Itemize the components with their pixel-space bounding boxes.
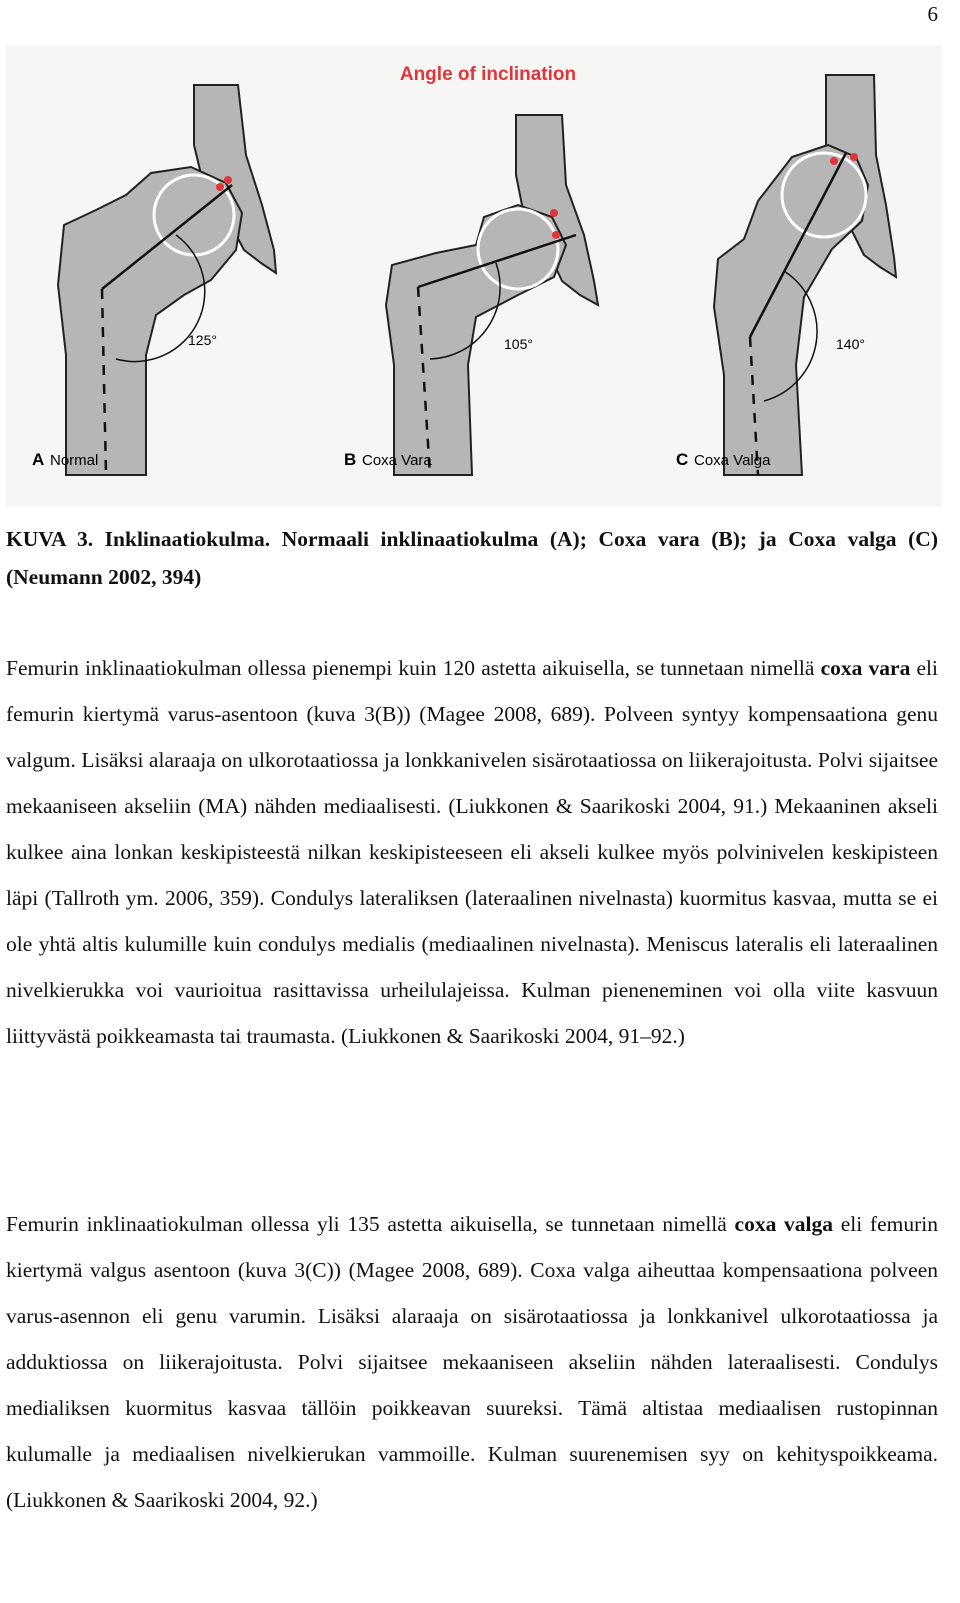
angle-a: 125° [188, 332, 217, 348]
angle-c: 140° [836, 336, 865, 352]
paragraph-text: eli femurin kiertymä varus-asentoon (kuva 3(B)) (Magee 2008, 689). Polveen syntyy kompensaationa genu valgum. Lisäksi alaraaja on ulkorotaatiossa ja lonkkanivelen sisärotaatiossa on liikerajoitusta. Polvi sijaitsee mekaaniseen akseliin (MA) nähden mediaalisesti. (Liukkonen & Saarikoski 2004, 91.) Mekaaninen akseli kulkee aina lonkan keskipisteestä nilkan keskipisteeseen eli akseli kulkee myös polvinivelen keskipisteen läpi (Tallroth ym. 2006, 359). Condulys lateraliksen (lateraalinen nivelnasta) kuormitus kasvaa, mutta se ei ole yhtä altis kulumille kuin condulys medialis (mediaalinen nivelnasta). Meniscus lateralis eli lateraalinen nivelkierukka voi vaurioitua rasittavissa urheilulajeissa. Kulman pieneneminen voi olla viite kasvuun liittyvästä poikkeamasta tai traumasta. (Liukkonen & Saarikoski 2004, 91–92.) [6, 656, 939, 1048]
panel-b-femur [344, 115, 598, 475]
angle-b: 105° [504, 336, 533, 352]
femur-a [58, 167, 242, 475]
panel-c-femur [676, 75, 896, 475]
letter-a: A [32, 450, 45, 469]
letter-c: C [676, 450, 689, 469]
letter-b: B [344, 450, 357, 469]
paragraph-text: Femurin inklinaatiokulman ollessa pienempi kuin 120 astetta aikuisella, se tunnetaan nimellä [6, 656, 821, 680]
paragraph-coxa-vara [6, 645, 938, 1059]
figure-caption: KUVA 3. Inklinaatiokulma. Normaali inklinaatiokulma (A); Coxa vara (B); ja Coxa valga (C) (Neumann 2002, 394) [6, 527, 938, 589]
paragraph-text: Femurin inklinaatiokulman ollessa yli 135 astetta aikuisella, se tunnetaan nimellä [6, 1212, 735, 1236]
label-a: Normal [50, 452, 99, 469]
page-number: 6 [927, 2, 938, 26]
femur-illustration [6, 45, 942, 507]
figure-title: Angle of inclination [399, 64, 577, 85]
panel-a-femur [32, 85, 276, 475]
label-b: Coxa Vara [362, 452, 432, 469]
term-coxa-vara: coxa vara [820, 656, 911, 680]
label-c: Coxa Valga [694, 452, 771, 469]
paragraph-coxa-valga [6, 1201, 938, 1523]
paragraph-text: eli femurin kiertymä valgus asentoon (kuva 3(C)) (Magee 2008, 689). Coxa valga aiheuttaa kompensaationa polveen varus-asennon eli genu varumin. Lisäksi alaraaja on sisärotaatiossa ja lonkkanivel ulkorotaatiossa ja adduktiossa on liikerajoitusta. Polvi sijaitsee mekaaniseen akseliin nähden lateraalisesti. Condulys medialiksen kuormitus kasvaa tällöin poikkeavan suureksi. Tämä altistaa mediaalisen rustopinnan kulumalle ja mediaalisen nivelkierukan vammoille. Kulman suurenemisen syy on kehityspoikkeama. (Liukkonen & Saarikoski 2004, 92.) [6, 1212, 938, 1512]
term-coxa-valga: coxa valga [734, 1212, 834, 1236]
figure-angle-of-inclination [6, 45, 942, 507]
femur-c [714, 145, 868, 475]
